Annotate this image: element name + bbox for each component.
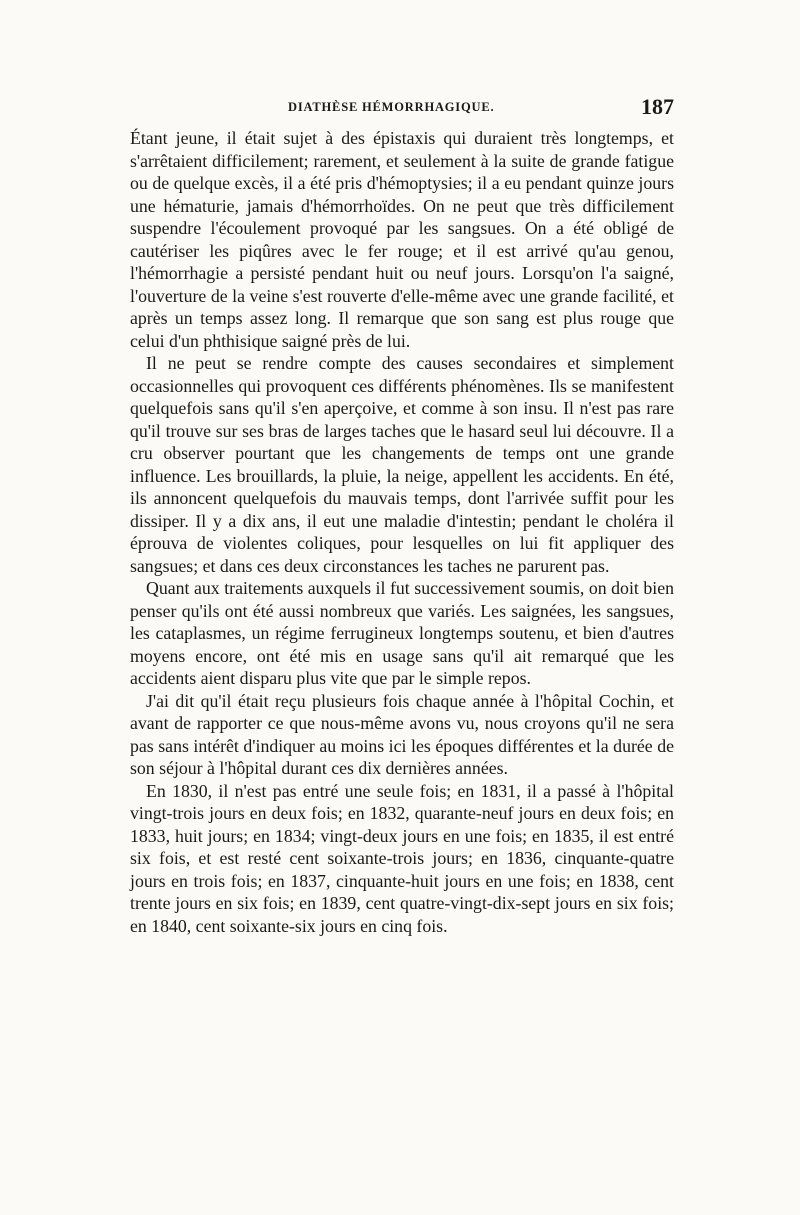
page-number: 187	[641, 94, 674, 119]
paragraph-1: Étant jeune, il était sujet à des épistaxis qui duraient très longtemps, et s'arrêtaient difficilement; rarement, et seulement à la suite de grande fatigue ou de quelque excès, il a été pris d'hémoptysies; il a eu pendant quinze jours une hématurie, jamais d'hémorrhoïdes. On ne peut que très difficilement suspendre l'écoulement provoqué par les sangsues. On a été obligé de cautériser les piqûres avec le fer rouge; et il est arrivé qu'au genou, l'hémorrhagie a persisté pendant huit ou neuf jours. Lorsqu'on l'a saigné, l'ouverture de la veine s'est rouverte d'elle-même avec une grande facilité, et après un temps assez long. Il remarque que son sang est plus rouge que celui d'un phthisique saigné près de lui.	[130, 128, 674, 351]
paragraph-4: J'ai dit qu'il était reçu plusieurs fois chaque année à l'hôpital Cochin, et avant de rapporter ce que nous-même avons vu, nous croyons qu'il ne sera pas sans intérêt d'indiquer au moins ici les époques différentes et la durée de son séjour à l'hôpital durant ces dix dernières années.	[130, 690, 674, 778]
body-text	[130, 127, 674, 937]
paragraph-5: En 1830, il n'est pas entré une seule fois; en 1831, il a passé à l'hôpital vingt-trois jours en deux fois; en 1832, quarante-neuf jours en deux fois; en 1833, huit jours; en 1834; vingt-deux jours en une fois; en 1835, il est entré six fois, et est resté cent soixante-trois jours; en 1836, cinquante-quatre jours en trois fois; en 1837, cinquante-huit jours en une fois; en 1838, cent trente jours en six fois; en 1839, cent quatre-vingt-dix-sept jours en six fois; en 1840, cent soixante-six jours en cinq fois.	[130, 780, 674, 936]
page-header	[130, 94, 674, 120]
paragraph-3: Quant aux traitements auxquels il fut successivement soumis, on doit bien penser qu'ils ont été aussi nombreux que variés. Les saignées, les sangsues, les cataplasmes, un régime ferrugineux longtemps soutenu, et bien d'autres moyens encore, ont été mis en usage sans qu'il ait remarqué que les accidents aient disparu plus vite que par le simple repos.	[130, 578, 674, 688]
paragraph-2: Il ne peut se rendre compte des causes secondaires et simplement occasionnelles qui provoquent ces différents phénomènes. Ils se manifestent quelquefois sans qu'il s'en aperçoive, et comme à son insu. Il n'est pas rare qu'il trouve sur ses bras de larges taches que le hasard seul lui découvre. Il a cru observer pourtant que les changements de temps ont une grande influence. Les brouillards, la pluie, la neige, appellent les accidents. En été, ils annoncent quelquefois du mauvais temps, dont l'arrivée suffit pour les dissiper. Il y a dix ans, il eut une maladie d'intestin; pendant le choléra il éprouva de violentes coliques, pour lesquelles on lui fit appliquer des sangsues; et dans ces deux circonstances les taches ne parurent pas.	[130, 353, 674, 576]
running-title: DIATHÈSE HÉMORRHAGIQUE.	[288, 100, 495, 114]
